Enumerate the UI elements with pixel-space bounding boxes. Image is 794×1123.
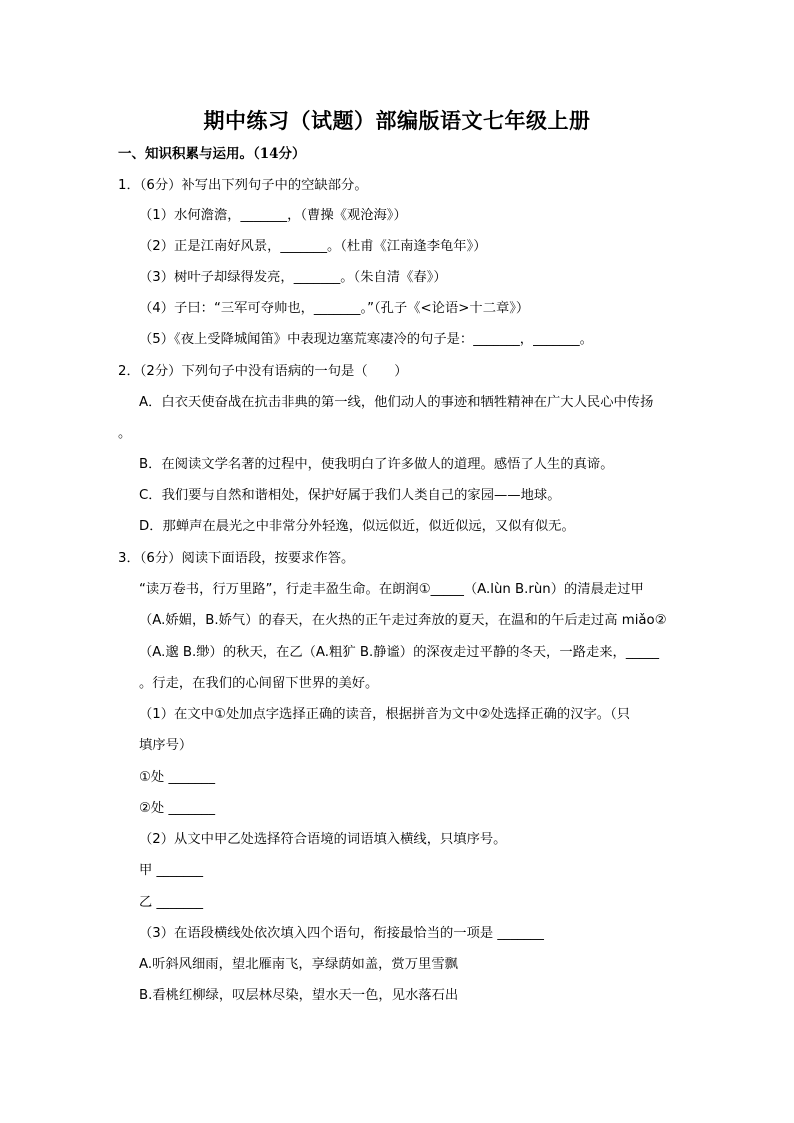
question-3-passage-line-3: （A.邈 B.缈）的秋天，在乙（A.粗犷 B.静谧）的深夜走过平静的冬天，一路走来，_____: [139, 645, 660, 660]
question-3-sub-1: （1）在文中①处加点字选择正确的读音，根据拼音为文中②处选择正确的汉字。（只: [139, 707, 631, 722]
question-1-stem: 1．（6分）补写出下列句子中的空缺部分。: [118, 178, 368, 193]
question-2-option-d: D．那蝉声在晨光之中非常分外轻逸，似远似近，似近似远，又似有似无。: [139, 519, 575, 534]
question-3-sub-3: （3）在语段横线处依次填入四个语句，衔接最恰当的一项是 _______: [139, 926, 544, 941]
question-3-passage-line-2: （A.娇媚，B.娇气）的春天，在火热的正午走过奔放的夏天，在温和的午后走过高 miǎo②: [139, 613, 667, 628]
question-3-sub-3-option-a: A.听斜风细雨，望北雁南飞，享绿荫如盖，赏万里雪飘: [139, 957, 458, 972]
question-3-passage-line-1: “读万卷书，行万里路”，行走丰盈生命。在朗润①_____（A.lùn B.rùn）的清晨走过甲: [139, 582, 644, 597]
question-3-passage-line-4: 。行走，在我们的心间留下世界的美好。: [139, 676, 379, 691]
answer-blank-jia: 甲 _______: [139, 863, 204, 878]
question-3-stem: 3．（6分）阅读下面语段，按要求作答。: [118, 551, 355, 566]
question-1-item-2: （2）正是江南好风景，_______。（杜甫《江南逢李龟年》）: [139, 239, 487, 254]
question-2-option-a: A．白衣天使奋战在抗击非典的第一线，他们动人的事迹和牺牲精神在广大人民心中传扬: [139, 395, 654, 410]
question-2-option-b: B．在阅读文学名著的过程中，使我明白了许多做人的道理。感悟了人生的真谛。: [139, 457, 614, 472]
section-heading: 一、知识积累与运用。（14分）: [118, 146, 306, 162]
question-3-sub-1-cont: 填序号）: [139, 738, 193, 753]
answer-blank-1: ①处 _______: [139, 770, 215, 785]
page-title: 期中练习（试题）部编版语文七年级上册: [203, 108, 591, 133]
question-3-sub-3-option-b: B.看桃红柳绿，叹层林尽染，望水天一色，见水落石出: [139, 988, 459, 1003]
question-1-item-4: （4）子曰：“三军可夺帅也，_______。”（孔子《<论语>十二章》）: [139, 301, 530, 316]
question-1-item-1: （1）水何澹澹，_______，（曹操《观沧海》）: [139, 208, 407, 223]
question-1-item-3: （3）树叶子却绿得发亮，_______。（朱自清《春》）: [139, 270, 447, 285]
answer-blank-yi: 乙 _______: [139, 895, 204, 910]
question-3-sub-2: （2）从文中甲乙处选择符合语境的词语填入横线，只填序号。: [139, 832, 507, 847]
question-2-option-a-cont: 。: [118, 426, 132, 441]
question-2-stem: 2．（2分）下列句子中没有语病的一句是（ ）: [118, 364, 408, 379]
question-2-option-c: C．我们要与自然和谐相处，保护好属于我们人类自己的家园——地球。: [139, 488, 561, 503]
answer-blank-2: ②处 _______: [139, 801, 215, 816]
question-1-item-5: （5）《夜上受降城闻笛》中表现边塞荒寒凄冷的句子是：_______，_______。: [139, 332, 593, 347]
